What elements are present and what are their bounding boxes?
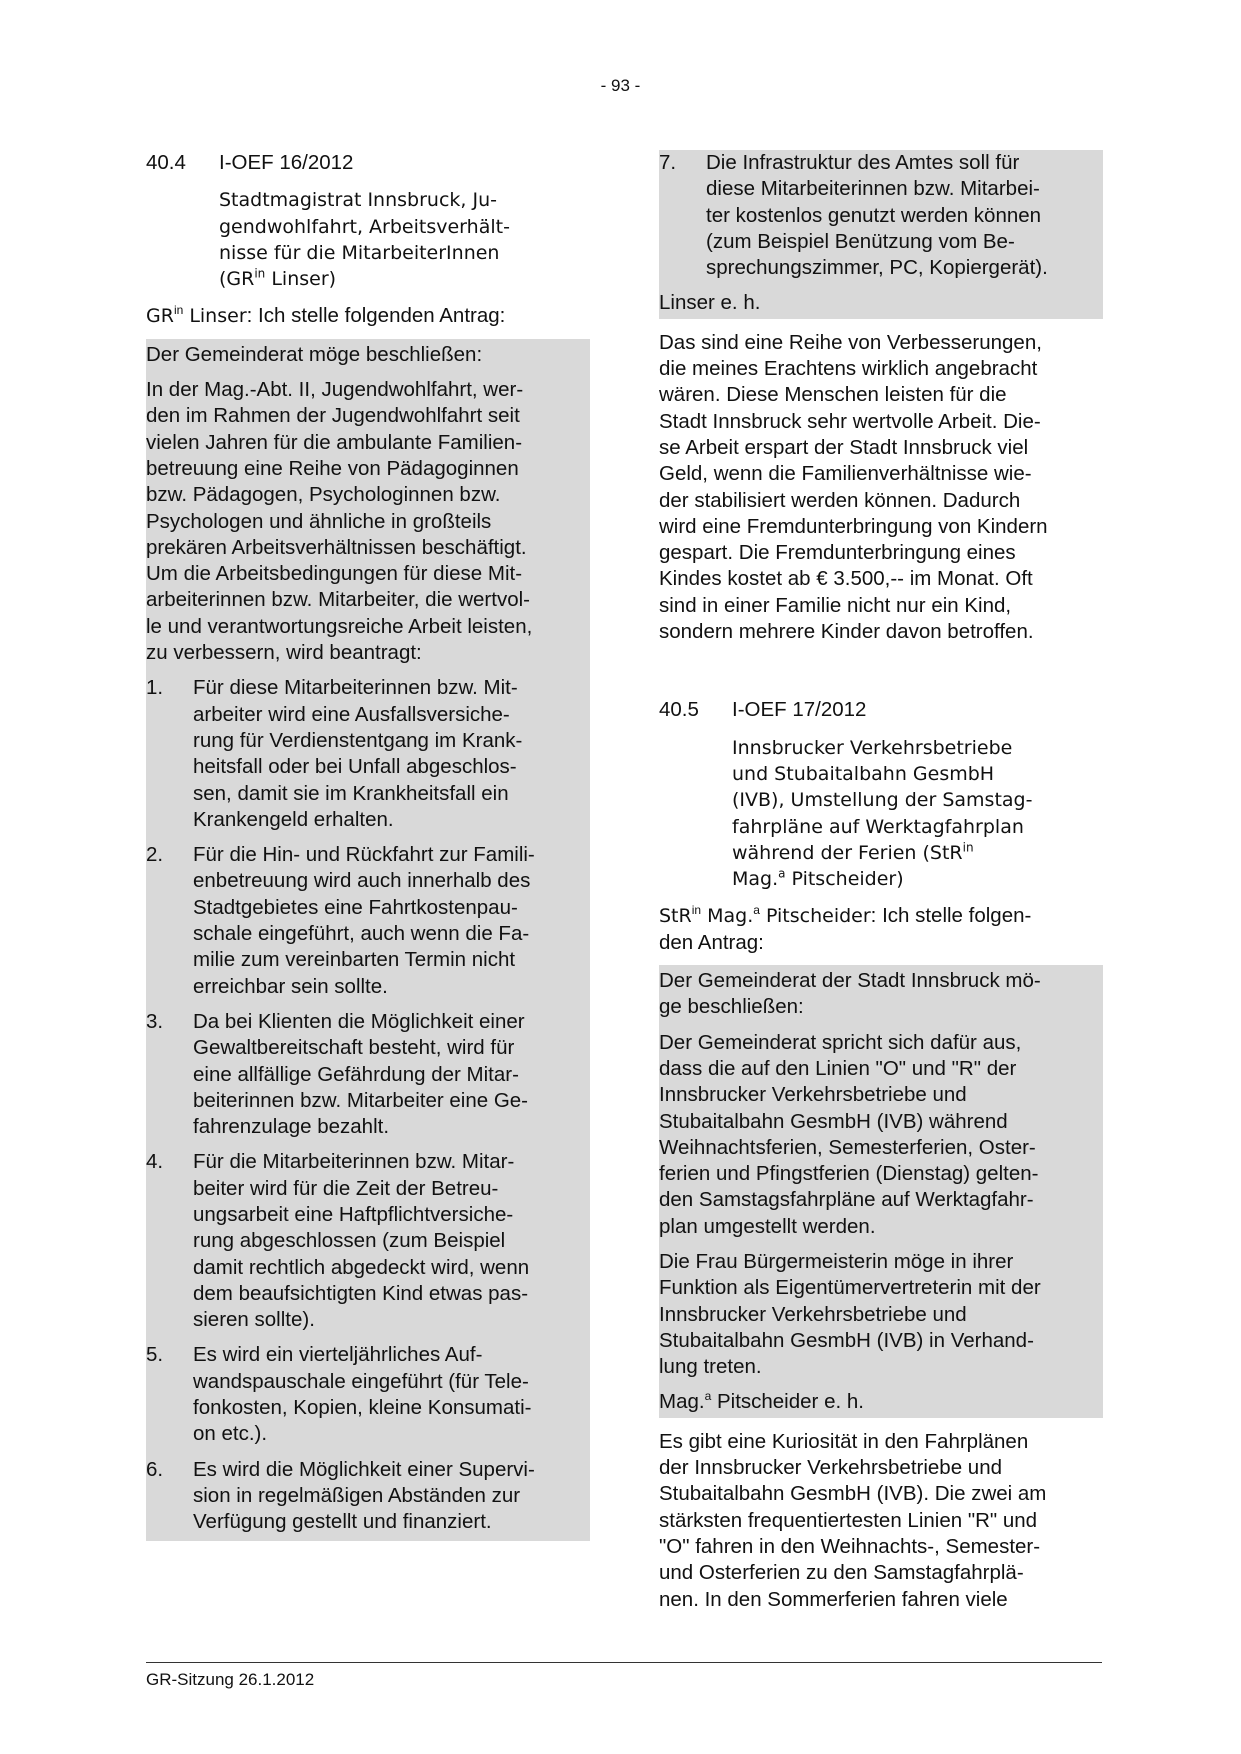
line: Gewaltbereitschaft besteht, wird für bbox=[193, 1036, 515, 1060]
item-number: 7. bbox=[659, 151, 677, 174]
title-line: Innsbrucker Verkehrsbetriebe bbox=[732, 736, 1013, 759]
line: den im Rahmen der Jugendwohlfahrt seit bbox=[146, 404, 520, 428]
title-line bbox=[219, 266, 590, 292]
line: (zum Beispiel Benützung vom Be- bbox=[706, 229, 1015, 253]
line: wären. Diese Menschen leisten für die bbox=[659, 383, 1007, 407]
speaker: Mag. bbox=[701, 905, 754, 928]
text: Mag. bbox=[659, 1390, 705, 1414]
line: ter kostenlos genutzt werden können bbox=[706, 203, 1042, 227]
speaker: StR bbox=[659, 905, 692, 928]
item-number: 3. bbox=[146, 1009, 164, 1033]
line: Es gibt eine Kuriosität in den Fahrplänen bbox=[659, 1429, 1029, 1453]
line: milie zum vereinbarten Termin nicht bbox=[193, 948, 516, 972]
text: Pitscheider) bbox=[785, 868, 904, 891]
line: dass die auf den Linien "O" und "R" der bbox=[659, 1056, 1017, 1080]
text: während der Ferien (StR bbox=[732, 841, 963, 864]
motion-box bbox=[146, 339, 590, 1541]
item-text bbox=[193, 1149, 590, 1333]
line: Psychologen und ähnliche in großteils bbox=[146, 509, 492, 533]
list-item bbox=[659, 150, 1103, 281]
item-number: 2. bbox=[146, 843, 164, 867]
line: ungsarbeit eine Haftpflichtversiche- bbox=[193, 1202, 514, 1226]
line: fahrenzulage bezahlt. bbox=[193, 1115, 390, 1139]
signature: Linser e. h. bbox=[659, 291, 761, 315]
line: arbeiter wird eine Ausfallsversiche- bbox=[193, 702, 510, 726]
line: Verfügung gestellt und finanziert. bbox=[193, 1510, 492, 1534]
footer: GR-Sitzung 26.1.2012 bbox=[146, 1670, 315, 1689]
item-text bbox=[193, 1457, 590, 1536]
line: und Osterferien zu den Samstagfahrplä- bbox=[659, 1561, 1024, 1585]
section-title bbox=[219, 187, 590, 292]
line: sieren sollte). bbox=[193, 1308, 315, 1332]
item-text bbox=[193, 1342, 590, 1447]
left-column bbox=[146, 150, 590, 1541]
motion-head bbox=[659, 965, 1103, 1021]
line: eine allfällige Gefährdung der Mitar- bbox=[193, 1062, 519, 1086]
list-item bbox=[146, 1140, 590, 1333]
line: lung treten. bbox=[659, 1355, 762, 1379]
superscript: in bbox=[962, 840, 974, 855]
item-number: 5. bbox=[146, 1343, 164, 1367]
item-number: 4. bbox=[146, 1150, 164, 1174]
list-item bbox=[146, 1333, 590, 1447]
line: heitsfall oder bei Unfall abgeschlos- bbox=[193, 755, 517, 779]
line: beiter wird für die Zeit der Betreu- bbox=[193, 1176, 499, 1200]
section-number: 40.4 bbox=[146, 151, 186, 174]
section-title bbox=[732, 735, 1103, 893]
line: beiterinnen bzw. Mitarbeiter eine Ge- bbox=[193, 1088, 529, 1112]
title-line: nisse für die MitarbeiterInnen bbox=[219, 241, 500, 264]
line: Um die Arbeitsbedingungen für diese Mit- bbox=[146, 562, 523, 586]
footer-divider bbox=[146, 1662, 1102, 1663]
list-item bbox=[146, 1448, 590, 1536]
superscript: in bbox=[254, 266, 266, 281]
line: enbetreuung wird auch innerhalb des bbox=[193, 869, 531, 893]
line: sondern mehrere Kinder davon betroffen. bbox=[659, 620, 1034, 644]
text: Mag. bbox=[732, 868, 779, 891]
section-heading bbox=[146, 150, 590, 176]
line: den Samstagsfahrpläne auf Werktagfahr- bbox=[659, 1188, 1034, 1212]
line: sind in einer Familie nicht nur ein Kind, bbox=[659, 593, 1012, 617]
line: Weihnachtsferien, Semesterferien, Oster- bbox=[659, 1135, 1036, 1159]
line bbox=[659, 903, 1103, 929]
title-line: gendwohlfahrt, Arbeitsverhält- bbox=[219, 215, 510, 238]
line: "O" fahren in den Weihnachts-, Semester- bbox=[659, 1534, 1041, 1558]
line: Stadt Innsbruck sehr wertvolle Arbeit. Die- bbox=[659, 409, 1041, 433]
speaker: Pitscheider bbox=[759, 905, 871, 928]
item-text bbox=[193, 842, 590, 1000]
text: Pitscheider e. h. bbox=[711, 1390, 864, 1414]
item-text bbox=[193, 675, 590, 833]
superscript: in bbox=[173, 303, 184, 318]
item-text bbox=[706, 150, 1103, 281]
item-text bbox=[193, 1009, 590, 1140]
superscript: a bbox=[704, 1389, 712, 1404]
line: der stabilisiert werden können. Dadurch bbox=[659, 488, 1021, 512]
line: die meines Erachtens wirklich angebracht bbox=[659, 357, 1038, 381]
line: damit rechtlich abgedeckt wird, wenn bbox=[193, 1255, 530, 1279]
title-line bbox=[732, 866, 1103, 892]
line: dem beaufsichtigten Kind etwas pas- bbox=[193, 1281, 529, 1305]
line: rung für Verdienstentgang im Krank- bbox=[193, 728, 523, 752]
superscript: a bbox=[778, 866, 786, 881]
line: Der Gemeinderat spricht sich dafür aus, bbox=[659, 1030, 1022, 1054]
line: rung abgeschlossen (zum Beispiel bbox=[193, 1229, 506, 1253]
line: Für die Hin- und Rückfahrt zur Famili- bbox=[193, 843, 535, 867]
line: plan umgestellt werden. bbox=[659, 1214, 876, 1238]
title-line: Stadtmagistrat Innsbruck, Ju- bbox=[219, 189, 497, 212]
line: prekären Arbeitsverhältnissen beschäftigt. bbox=[146, 535, 527, 559]
speaker-intro bbox=[659, 903, 1103, 956]
line: sprechungszimmer, PC, Kopiergerät). bbox=[706, 256, 1048, 280]
speech-text bbox=[659, 1429, 1103, 1613]
superscript: in bbox=[691, 903, 702, 918]
motion-box-continued bbox=[659, 150, 1103, 319]
right-column bbox=[659, 150, 1103, 1613]
text: : Ich stelle folgenden Antrag: bbox=[246, 304, 506, 328]
speaker: GR bbox=[146, 305, 174, 328]
line: le und verantwortungsreiche Arbeit leisten, bbox=[146, 614, 533, 638]
title-line bbox=[732, 840, 1103, 866]
line: wird eine Fremdunterbringung von Kindern bbox=[659, 514, 1048, 538]
line: Der Gemeinderat der Stadt Innsbruck mö- bbox=[659, 969, 1041, 993]
line: den Antrag: bbox=[659, 930, 764, 954]
line: Die Frau Bürgermeisterin möge in ihrer bbox=[659, 1249, 1014, 1273]
title-line: und Stubaitalbahn GesmbH bbox=[732, 762, 995, 785]
line: Innsbrucker Verkehrsbetriebe und bbox=[659, 1083, 967, 1107]
line: Das sind eine Reihe von Verbesserungen, bbox=[659, 330, 1042, 354]
line: gespart. Die Fremdunterbringung eines bbox=[659, 541, 1016, 565]
motion-text bbox=[659, 1240, 1103, 1380]
signature bbox=[659, 1380, 1103, 1415]
text: Linser) bbox=[265, 268, 337, 291]
title-line: fahrpläne auf Werktagfahrplan bbox=[732, 815, 1024, 838]
line: fonkosten, Kopien, kleine Konsumati- bbox=[193, 1396, 532, 1420]
page-number: - 93 - bbox=[600, 76, 641, 95]
line: arbeiterinnen bzw. Mitarbeiter, die wertvol- bbox=[146, 588, 530, 612]
superscript: a bbox=[753, 903, 760, 918]
speaker: Linser bbox=[183, 305, 247, 328]
line: vielen Jahren für die ambulante Familien- bbox=[146, 430, 523, 454]
list-item bbox=[146, 1000, 590, 1140]
line: sen, damit sie im Krankheitsfall ein bbox=[193, 781, 509, 805]
line: Es wird ein vierteljährliches Auf- bbox=[193, 1343, 483, 1367]
line: Es wird die Möglichkeit einer Supervi- bbox=[193, 1457, 535, 1481]
title-line: (IVB), Umstellung der Samstag- bbox=[732, 789, 1033, 812]
line: stärksten frequentiertesten Linien "R" und bbox=[659, 1508, 1038, 1532]
line: sion in regelmäßigen Abständen zur bbox=[193, 1483, 521, 1507]
motion-head: Der Gemeinderat möge beschließen: bbox=[146, 342, 483, 366]
line: ge beschließen: bbox=[659, 995, 804, 1019]
item-number: 6. bbox=[146, 1457, 164, 1481]
motion-text bbox=[146, 368, 590, 666]
line: Kindes kostet ab € 3.500,-- im Monat. Oft bbox=[659, 567, 1033, 591]
line: In der Mag.-Abt. II, Jugendwohlfahrt, wer- bbox=[146, 378, 524, 402]
line: Krankengeld erhalten. bbox=[193, 807, 394, 831]
line: Funktion als Eigentümervertreterin mit der bbox=[659, 1276, 1041, 1300]
line: Geld, wenn die Familienverhältnisse wie- bbox=[659, 462, 1032, 486]
item-number: 1. bbox=[146, 676, 164, 700]
line: Da bei Klienten die Möglichkeit einer bbox=[193, 1009, 525, 1033]
line: diese Mitarbeiterinnen bzw. Mitarbei- bbox=[706, 177, 1040, 201]
section-heading bbox=[659, 697, 1103, 723]
line: Stadtgebietes eine Fahrtkostenpau- bbox=[193, 895, 518, 919]
text: (GR bbox=[219, 268, 255, 291]
line: on etc.). bbox=[193, 1422, 268, 1446]
line: Innsbrucker Verkehrsbetriebe und bbox=[659, 1302, 967, 1326]
line: Stubaitalbahn GesmbH (IVB) während bbox=[659, 1109, 1008, 1133]
line: se Arbeit erspart der Stadt Innsbruck viel bbox=[659, 435, 1029, 459]
list-item bbox=[146, 833, 590, 1000]
speech-text bbox=[659, 330, 1103, 646]
line: ferien und Pfingstferien (Dienstag) gelten- bbox=[659, 1162, 1039, 1186]
section-number: 40.5 bbox=[659, 698, 699, 722]
line: erreichbar sein sollte. bbox=[193, 974, 388, 998]
motion-box bbox=[659, 965, 1103, 1418]
text: : Ich stelle folgen- bbox=[870, 904, 1032, 928]
motion-text bbox=[659, 1021, 1103, 1240]
line: Die Infrastruktur des Amtes soll für bbox=[706, 151, 1020, 174]
line: nen. In den Sommerferien fahren viele bbox=[659, 1587, 1008, 1611]
section-id: I-OEF 16/2012 bbox=[219, 151, 354, 174]
line: wandspauschale eingeführt (für Tele- bbox=[193, 1369, 529, 1393]
line: Für diese Mitarbeiterinnen bzw. Mit- bbox=[193, 676, 518, 700]
line: bzw. Pädagogen, Psychologinnen bzw. bbox=[146, 483, 501, 507]
line: Stubaitalbahn GesmbH (IVB) in Verhand- bbox=[659, 1328, 1034, 1352]
line: der Innsbrucker Verkehrsbetriebe und bbox=[659, 1456, 1003, 1480]
line: schale eingeführt, auch wenn die Fa- bbox=[193, 922, 530, 946]
line: Stubaitalbahn GesmbH (IVB). Die zwei am bbox=[659, 1482, 1047, 1506]
section-id: I-OEF 17/2012 bbox=[732, 698, 867, 722]
list-item bbox=[146, 666, 590, 833]
speaker-intro bbox=[146, 303, 590, 329]
line: Für die Mitarbeiterinnen bzw. Mitar- bbox=[193, 1150, 515, 1174]
line: zu verbessern, wird beantragt: bbox=[146, 641, 422, 665]
line: betreuung eine Reihe von Pädagoginnen bbox=[146, 456, 519, 480]
